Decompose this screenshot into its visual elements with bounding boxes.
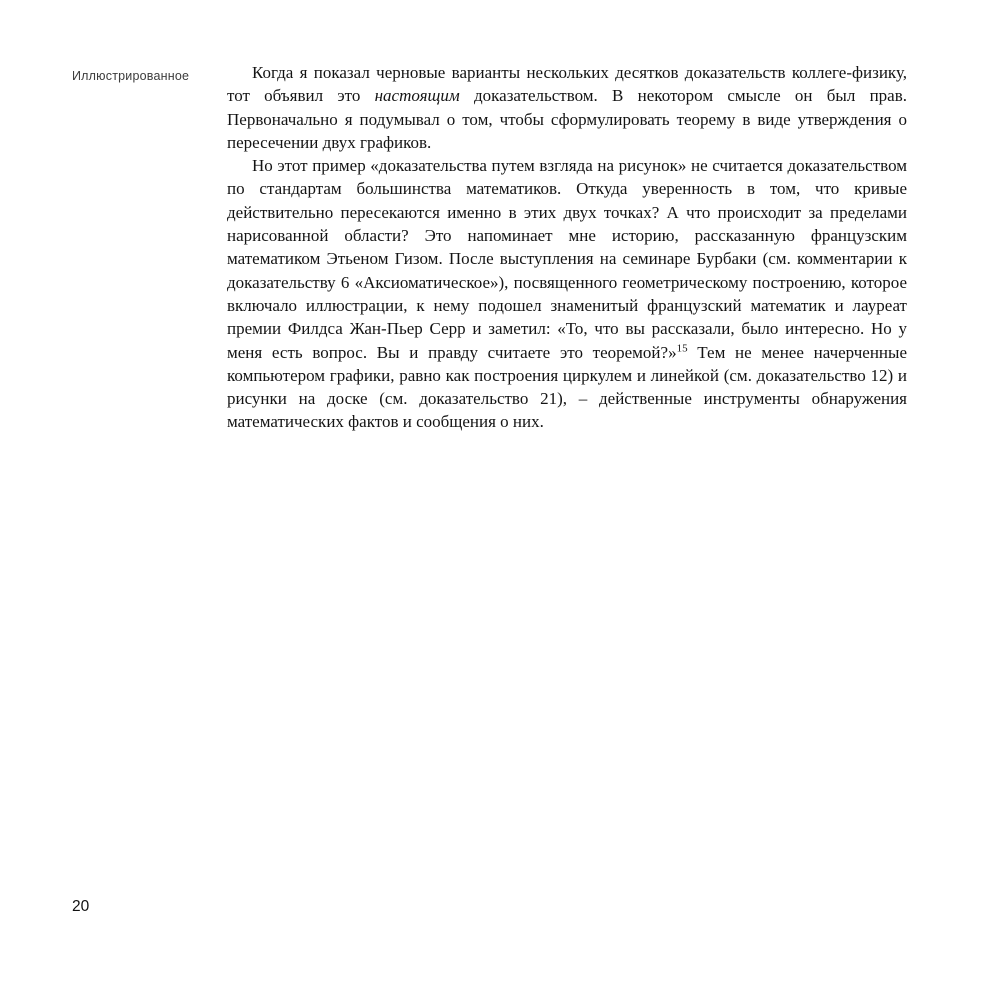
paragraph-1 [227,61,907,154]
footnote-ref-15: 15 [676,341,688,354]
para1-text: Когда я показал черновые варианты нескольких десятков доказательств коллеге-физику, тот объявил это [227,63,907,106]
margin-label: Иллюстрированное [72,69,190,83]
paragraph-2 [227,154,907,434]
para2-text-cont: Тем не менее начерченные компьютером графики, равно как построения циркулем и линейкой (см. доказательство 12) и рисунки на доске (см. доказательство 21), – действенные инструменты обнаружения математических фактов и сообщения о них. [227,342,907,432]
para1-text-cont: доказательством. В некотором смысле он был прав. Первоначально я подумывал о том, чтобы сформулировать теорему в виде утверждения о пересечении двух графиков. [227,86,907,152]
para2-text: Но этот пример «доказательства путем взгляда на рисунок» не считается доказательством по стандартам большинства математиков. Откуда уверенность в том, что кривые действительно пересекаются именно в этих двух точках? А что происходит за пределами нарисованной области? Это напоминает мне историю, рассказанную французским математиком Этьеном Гизом. После выступления на семинаре Бурбаки (см. комментарии к доказательству 6 «Аксиоматическое»), посвященного геометрическому построению, которое включало иллюстрации, к нему подошел знаменитый французский математик и лауреат премии Филдса Жан-Пьер Серр и заметил: «То, что вы рассказали, было интересно. Но у меня есть вопрос. Вы и правду считаете это теоремой?» [227,156,907,362]
main-text [227,61,907,434]
page-number: 20 [72,898,90,915]
para1-italic-word: настоящим [374,86,460,106]
